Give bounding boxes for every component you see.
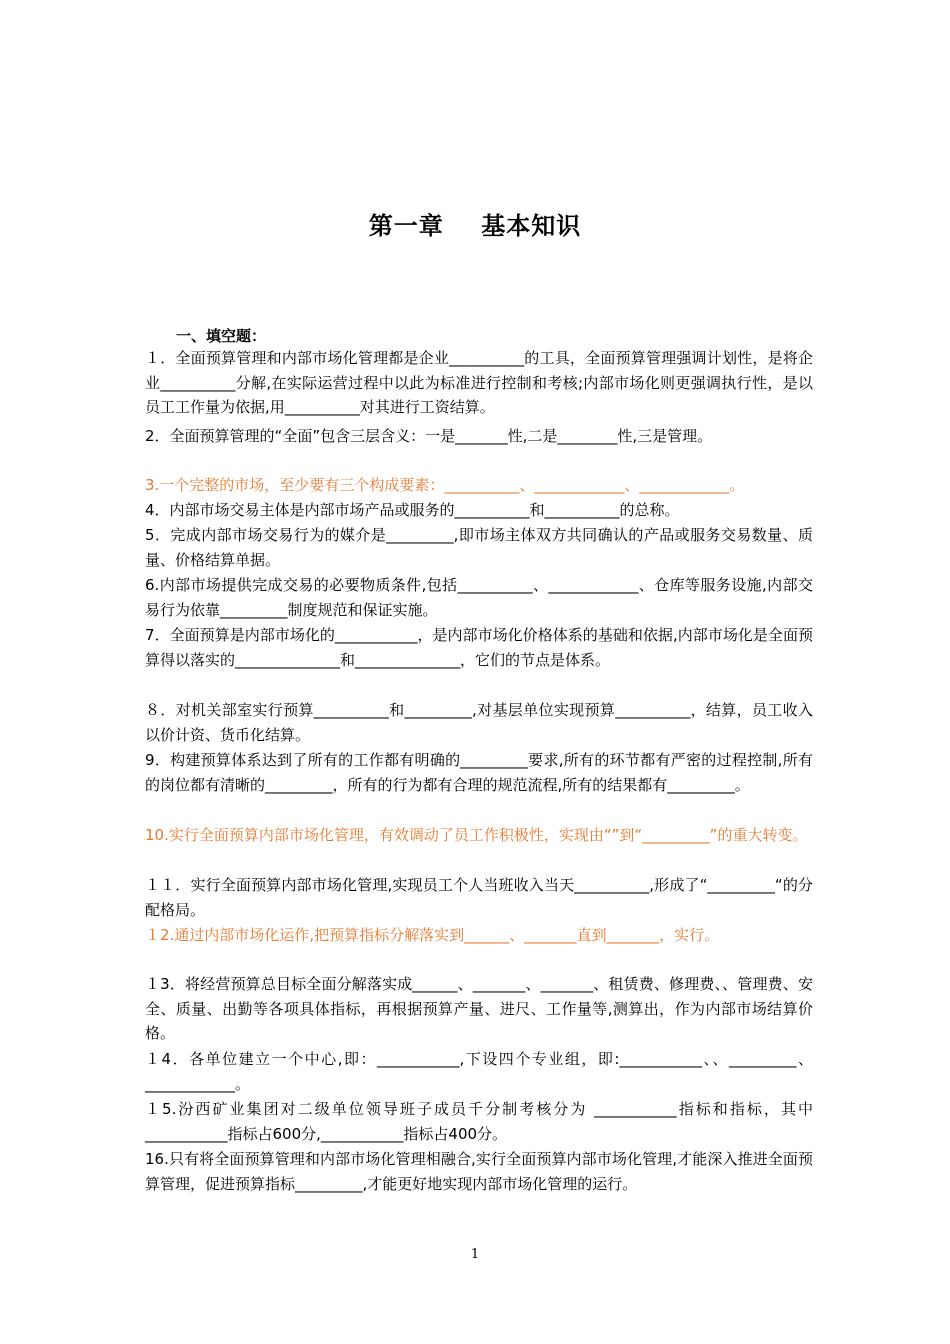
question-1: １．全面预算管理和内部市场化管理都是企业__________的工具，全面预算管理强调计划性，是将企业__________分解,在实际运营过程中以此为标准进行控制和考核;内部市场化则更强调执行性，是以员工工作量为依据,用__________对其进行工资结算。 [145,349,813,417]
question-16: 16.只有将全面预算管理和内部市场化管理相融合,实行全面预算内部市场化管理,才能深入推进全面预算管理，促进预算指标_________,才能更好地实现内部市场化管理的运行。 [145,1150,813,1193]
question-10: 10.实行全面预算内部市场化管理，有效调动了员工作积极性，实现由“”到“_________”的重大转变。 [145,826,808,844]
question-2: 2．全面预算管理的“全面”包含三层含义：一是_______性,二是________性,三是管理。 [145,427,713,445]
question-12: １2.通过内部市场化运作,把预算指标分解落实到______、_______直到_______，实行。 [145,926,720,944]
chapter-title: 第一章 基本知识 [368,212,582,240]
question-7: 7．全面预算是内部市场化的___________，是内部市场化价格体系的基础和依据,内部市场化是全面预算得以落实的______________和______________，它们的节点是体系。 [145,626,813,669]
question-9: 9．构建预算体系达到了所有的工作都有明确的_________要求,所有的环节都有严密的过程控制,所有的岗位都有清晰的_________，所有的行为都有合理的规范流程,所有的结果都有_________。 [145,751,813,794]
page-number: 1 [470,1247,480,1262]
question-11: １１．实行全面预算内部市场化管理,实现员工个人当班收入当天__________,形成了“_________“的分配格局。 [145,876,813,919]
question-13: １3．将经营预算总目标全面分解落实成______、_______、_______、租赁费、修理费、、管理费、安全、质量、出勤等各项具体指标，再根据预算产量、进尺、工作量等,测算出，作为内部市场结算价格。 [145,975,813,1043]
question-14: １4．各单位建立一个中心,即：___________,下设四个专业组，即:___________、、_________、____________。 [145,1050,813,1093]
question-3: 3.一个完整的市场，至少要有三个构成要素：__________、____________、____________。 [145,476,745,494]
question-5: 5．完成内部市场交易行为的媒介是_________,即市场主体双方共同确认的产品或服务交易数量、质量、价格结算单据。 [145,526,813,569]
section-heading: 一、填空题： [176,327,267,345]
question-8: ８．对机关部室实行预算__________和_________,对基层单位实现预算__________，结算，员工收入以价计资、货币化结算。 [145,701,813,744]
question-15: １5.汾西矿业集团对二级单位领导班子成员千分制考核分为 ___________指标和指标，其中___________指标占600分,___________指标占400分。 [145,1100,813,1143]
question-4: 4．内部市场交易主体是内部市场产品或服务的__________和__________的总称。 [145,501,680,519]
question-6: 6.内部市场提供完成交易的必要物质条件,包括__________、____________、仓库等服务设施,内部交易行为依靠_________制度规范和保证实施。 [145,576,813,619]
